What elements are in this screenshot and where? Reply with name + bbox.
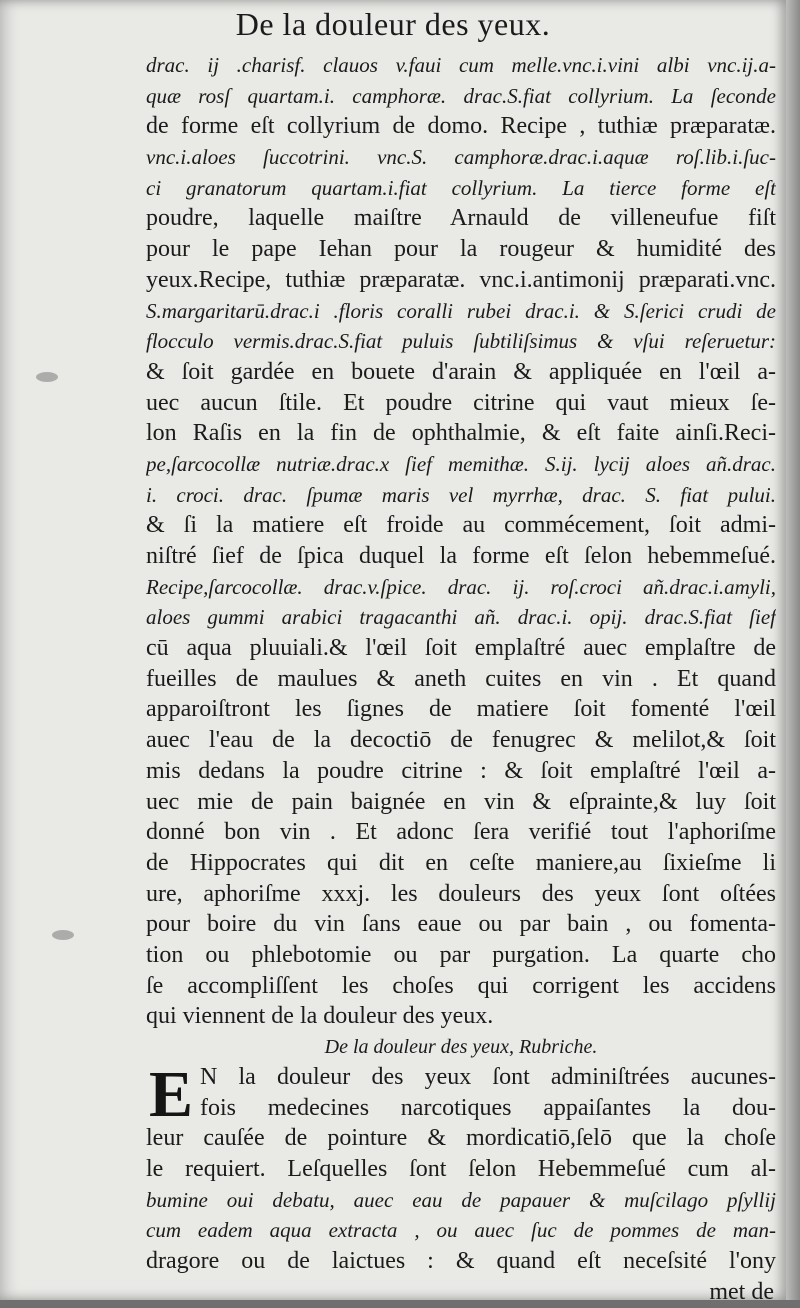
text-line: S.margaritarū.drac.i .floris coralli rubei drac.i. & S.ſerici crudi de xyxy=(146,298,776,323)
text-line: cum eadem aqua extracta , ou auec ſuc de pommes de man- xyxy=(146,1218,776,1243)
text-line: ci granatorum quartam.i.fiat collyrium. La tierce forme eſt xyxy=(146,175,776,200)
paragraph xyxy=(146,1058,776,1308)
text-line: donné bon vin . Et adonc ſera verifié tout l'aphoriſme xyxy=(146,819,776,846)
text-line: qui viennent de la douleur des yeux. xyxy=(146,1003,494,1030)
text-line: tion ou phlebotomie ou par purgation. La quarte cho xyxy=(146,941,776,968)
text-line: ſe accompliſſent les choſes qui corrigent les accidens xyxy=(146,972,776,999)
section-rubric: De la douleur des yeux, Rubriche. xyxy=(324,1036,598,1058)
ink-smudge xyxy=(36,372,58,382)
text-line: Recipe,ſarcocollæ. drac.v.ſpice. drac. ij. roſ.croci añ.drac.i.amyli, xyxy=(146,574,776,599)
running-head: De la douleur des yeux. xyxy=(235,6,551,42)
text-line: de Hippocrates qui dit en ceſte maniere,au ſixieſme li xyxy=(146,849,776,876)
text-line: poudre, laquelle maiſtre Arnauld de villeneufue fiſt xyxy=(146,205,776,232)
text-line: cū aqua pluuiali.& l'œil ſoit emplaſtré auec emplaſtre de xyxy=(146,635,776,662)
text-line: de forme eſt collyrium de domo. Recipe , tuthiæ præparatæ. xyxy=(146,113,776,140)
text-line: mis dedans la poudre citrine : & ſoit emplaſtré l'œil a- xyxy=(146,757,776,784)
text-line: flocculo vermis.drac.S.fiat puluis ſubtiliſsimus & vſui reſeruetur: xyxy=(146,329,776,354)
text-line: fois medecines narcotiques appaiſantes la dou- xyxy=(200,1094,776,1121)
text-line: leur cauſée de pointure & mordicatiō,ſelō que la choſe xyxy=(146,1125,776,1152)
text-line: dragore ou de laictues : & quand eſt neceſsité l'ony xyxy=(146,1248,776,1275)
text-line: aloes gummi arabici tragacanthi añ. drac.i. opij. drac.S.fiat ſief xyxy=(146,605,776,630)
text-line: & ſoit gardée en bouete d'arain & appliquée en l'œil a- xyxy=(146,358,776,385)
text-line: pour le pape Iehan pour la rougeur & humidité des xyxy=(146,236,776,263)
text-line: N la douleur des yeux ſont adminiſtrées aucunes- xyxy=(200,1064,776,1090)
text-line: uec mie de pain baignée en vin & eſprainte,& luy ſoit xyxy=(146,788,776,815)
text-line: niſtré ſief de ſpica duquel la forme eſt ſelon hebemmeſué. xyxy=(146,543,776,569)
text-line: & ſi la matiere eſt froide au commécement, ſoit admi- xyxy=(146,512,776,539)
text-line: bumine oui debatu, auec eau de papauer & muſcilago pſyllij xyxy=(146,1187,776,1212)
page-edge xyxy=(786,0,800,1300)
text-line: auec l'eau de la decoctiō de fenugrec & melilot,& ſoit xyxy=(146,727,776,754)
text-line: vnc.i.aloes ſuccotrini. vnc.S. camphoræ.drac.i.aquæ roſ.lib.i.ſuc- xyxy=(146,145,776,170)
text-line: lon Raſis en la fin de ophthalmie, & eſt faite ainſi.Reci- xyxy=(146,420,776,447)
text-block xyxy=(146,50,776,1308)
text-line: drac. ij .charisf. clauos v.faui cum melle.vnc.i.vini albi vnc.ij.a- xyxy=(146,53,776,77)
text-line: quæ rosſ quartam.i. camphoræ. drac.S.fiat collyrium. La ſeconde xyxy=(146,83,776,108)
text-line: apparoiſtront les ſignes de matiere ſoit fomenté l'œil xyxy=(146,696,776,723)
catchword: met de xyxy=(709,1278,774,1305)
drop-cap: E xyxy=(148,1058,194,1131)
text-line: i. croci. drac. ſpumæ maris vel myrrhæ, drac. S. fiat pului. xyxy=(146,482,776,507)
text-line: yeux.Recipe, tuthiæ præparatæ. vnc.i.antimonij præparati.vnc. xyxy=(146,266,776,293)
text-line: le requiert. Leſquelles ſont ſelon Hebemmeſué cum al- xyxy=(146,1156,776,1183)
text-line: pe,ſarcocollæ nutriæ.drac.x ſief memithæ. S.ij. lycij aloes añ.drac. xyxy=(146,451,776,476)
text-line: ure, aphoriſme xxxj. les douleurs des yeux ſont oſtées xyxy=(146,880,776,907)
text-line: fueilles de maulues & aneth cuites en vin . Et quand xyxy=(146,665,776,692)
text-line: uec aucun ſtile. Et poudre citrine qui vaut mieux ſe- xyxy=(146,389,776,416)
ink-smudge xyxy=(52,930,74,940)
text-line: pour boire du vin ſans eaue ou par bain , ou fomenta- xyxy=(146,911,776,938)
